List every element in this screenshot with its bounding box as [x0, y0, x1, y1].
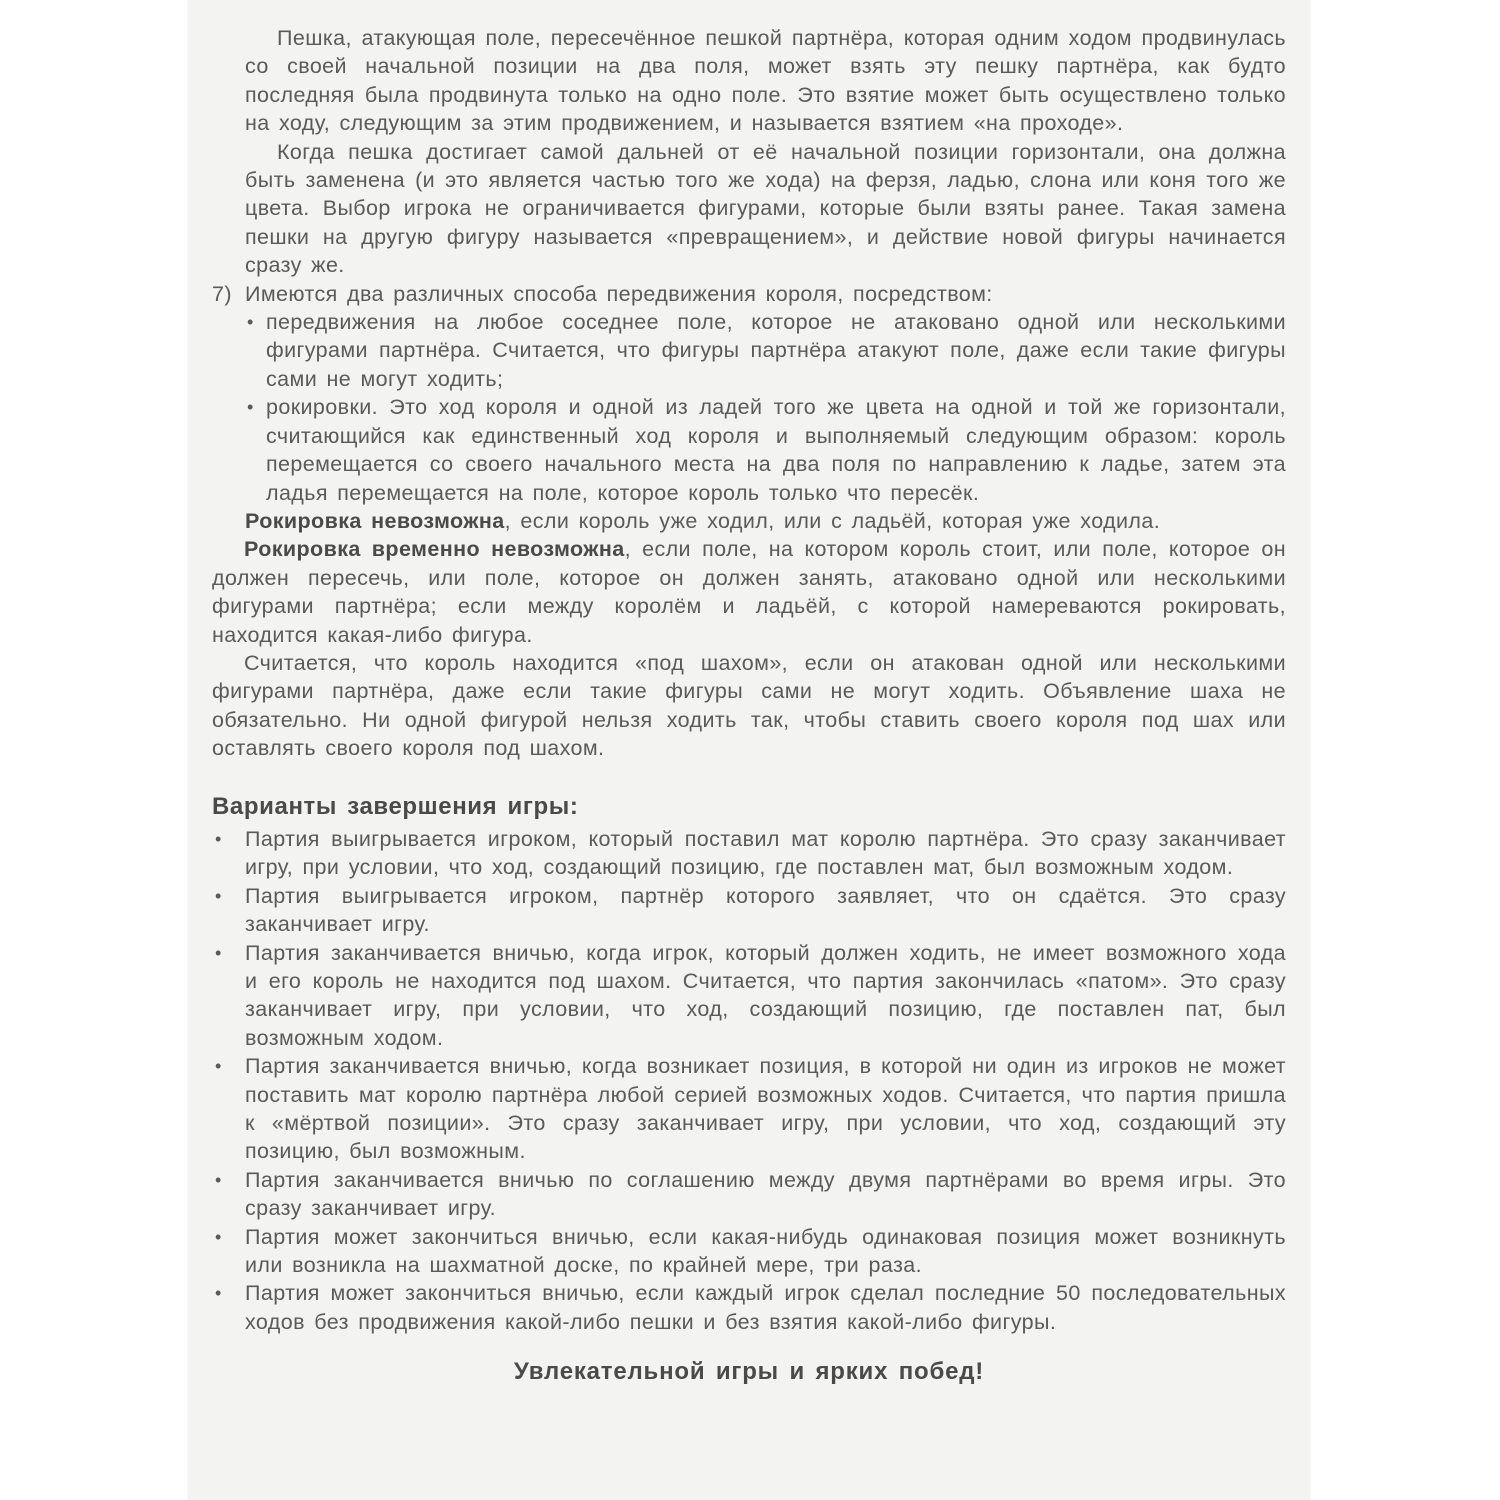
ending-item [212, 825, 1286, 882]
promotion-paragraph: Когда пешка достигает самой дальней от её начальной позиции горизонтали, она должна быть заменена (и это является частью того же хода) на ферзя, ладью, слона или коня того же цвета. Выбор игрока не ограничивается фигурами, которые были взяты ранее. Такая замена пешки на другую фигуру называется «превращением», и действие новой фигуры начинается сразу же. [245, 139, 1286, 278]
closing-wish: Увлекательной игры и ярких побед! [513, 1358, 985, 1386]
castling-rules-block [212, 507, 1286, 535]
en-passant-block [212, 24, 1286, 280]
ending-text: Партия заканчивается вничью, когда игрок, который должен ходить, не имеет возможного хода и его король не находится под шахом. Считается, что партия закончилась «патом». Это сразу заканчивает игру, при условии, что ход, создающий позицию, где поставлен пат, был возможным ходом. [245, 940, 1286, 1050]
ending-text: Партия может закончиться вничью, если какая-нибудь одинаковая позиция может возникнуть или возникла на шахматной доске, по крайней мере, три раза. [245, 1224, 1286, 1278]
bullet-icon: • [215, 942, 222, 963]
ending-text: Партия выигрывается игроком, который поставил мат королю партнёра. Это сразу заканчивает игру, при условии, что ход, создающий позицию, где поставлен мат, был возможным ходом. [245, 826, 1286, 880]
ending-item [212, 1166, 1286, 1223]
document-page [188, 0, 1310, 1500]
king-move-text: передвижения на любое соседнее поле, которое не атаковано одной или несколькими фигурами партнёра. Считается, что фигуры партнёра атакуют поле, даже если такие фигуры сами не могут ходить; [266, 310, 1286, 391]
castling-text: рокировки. Это ход короля и одной из ладей того же цвета на одной и той же горизонтали, считающийся как единственный ход короля и выполняемый следующим образом: король перемещается со своего начального места на два поля по направлению к ладье, затем эта ладья перемещается на поле, которое король только что пересёк. [266, 395, 1286, 505]
bullet-icon: • [215, 1056, 222, 1077]
ending-item [212, 1223, 1286, 1280]
rule-item-7 [212, 280, 1286, 308]
ending-item [212, 1279, 1286, 1336]
check-paragraph: Считается, что король находится «под шахом», если он атакован одной или несколькими фигурами партнёра, даже если такие фигуры сами не могут ходить. Объявление шаха не обязательно. Ни одной фигурой нельзя ходить так, чтобы ставить своего короля под шах или оставлять своего короля под шахом. [212, 650, 1286, 761]
castling-temp-paragraph [212, 535, 1286, 649]
ending-item [212, 882, 1286, 939]
castling-temp-bold: Рокировка временно невозможна [244, 537, 625, 562]
castling-impossible-bold: Рокировка невозможна [245, 508, 505, 533]
ending-text: Партия выигрывается игроком, партнёр которого заявляет, что он сдаётся. Это сразу заканчивает игру. [245, 883, 1286, 937]
bullet-icon: • [215, 1283, 222, 1304]
bullet-icon: • [215, 885, 222, 906]
page-content [212, 24, 1286, 1387]
bullet-icon: • [215, 1169, 222, 1190]
endings-heading: Варианты завершения игры: [212, 792, 579, 820]
ending-text: Партия заканчивается вничью, когда возникает позиция, в которой ни один из игроков не может поставить мат королю партнёра любой серией возможных ходов. Считается, что партия пришла к «мёртвой позиции». Это сразу заканчивает игру, при условии, что ход, создающий эту позицию, был возможным. [245, 1054, 1286, 1164]
castling-impossible-paragraph [245, 507, 1286, 535]
bullet-icon: • [247, 312, 254, 333]
ending-item [212, 1052, 1286, 1166]
ending-text: Партия заканчивается вничью по соглашению между двумя партнёрами во время игры. Это сразу заканчивает игру. [245, 1167, 1286, 1221]
king-move-bullet [212, 308, 1286, 393]
bullet-icon: • [215, 828, 222, 849]
castling-bullet [212, 393, 1286, 507]
ending-text: Партия может закончиться вничью, если каждый игрок сделал последние 50 последовательных ходов без продвижения какой-либо пешки и без взятия какой-либо фигуры. [245, 1281, 1286, 1334]
item-number: 7) [212, 281, 232, 306]
bullet-icon: • [215, 1226, 222, 1247]
castling-impossible-rest: , если король уже ходил, или с ладьёй, которая уже ходила. [504, 508, 1161, 533]
en-passant-paragraph: Пешка, атакующая поле, пересечённое пешкой партнёра, которая одним ходом продвинулась со своей начальной позиции на два поля, может взять эту пешку партнёра, как будто последняя была продвинута только на одно поле. Это взятие может быть осуществлено только на ходу, следующим за этим продвижением, и называется взятием «на проходе». [245, 26, 1286, 136]
item-7-text: Имеются два различных способа передвижения короля, посредством: [245, 281, 993, 306]
ending-item [212, 939, 1286, 1053]
bullet-icon: • [247, 397, 254, 418]
castling-temp-rest: , если поле, на котором король стоит, или поле, которое он должен пересечь, или поле, которое он должен занять, атаковано одной или несколькими фигурами партнёра; если между королём и ладьёй, с которой намереваются рокировать, находится какая-либо фигура. [212, 537, 1286, 647]
